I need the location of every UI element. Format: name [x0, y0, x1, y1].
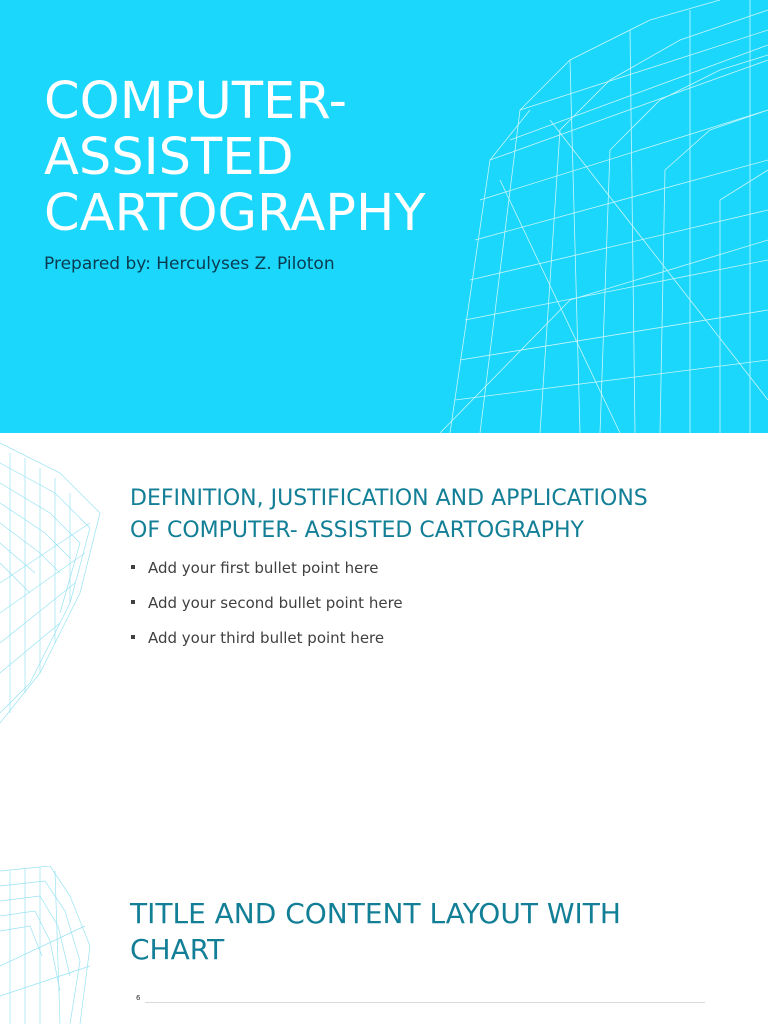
bullet-list: [130, 557, 403, 662]
content-slide: [0, 433, 768, 838]
slide-heading: [130, 896, 690, 968]
bullet-text: Add your second bullet point here: [148, 594, 403, 612]
heading-line: OF COMPUTER- ASSISTED CARTOGRAPHY: [130, 518, 584, 543]
title-slide: [0, 0, 768, 433]
divider: [145, 1002, 705, 1003]
wireframe-building-icon: [420, 0, 768, 433]
wireframe-decoration-icon: [0, 866, 100, 1024]
bullet-icon: [131, 565, 135, 569]
wireframe-decoration-icon: [0, 433, 110, 733]
page-number: 6: [136, 994, 141, 1002]
slide-heading: [130, 483, 750, 547]
slide-title-line: COMPUTER-: [44, 72, 347, 131]
heading-line: CHART: [130, 933, 225, 966]
heading-line: DEFINITION, JUSTIFICATION AND APPLICATIONS: [130, 486, 648, 511]
list-item: [130, 557, 403, 592]
bullet-icon: [131, 600, 135, 604]
list-item: [130, 592, 403, 627]
heading-line: TITLE AND CONTENT LAYOUT WITH: [130, 897, 621, 930]
slide-title-line: ASSISTED: [44, 128, 294, 187]
bullet-icon: [131, 635, 135, 639]
chart-layout-slide: [0, 866, 768, 1024]
list-item: [130, 627, 403, 662]
bullet-text: Add your first bullet point here: [148, 559, 379, 577]
bullet-text: Add your third bullet point here: [148, 629, 385, 647]
slide-subtitle: Prepared by: Herculyses Z. Piloton: [44, 254, 335, 274]
slide-title: [44, 74, 464, 242]
slide-title-line: CARTOGRAPHY: [44, 184, 426, 243]
